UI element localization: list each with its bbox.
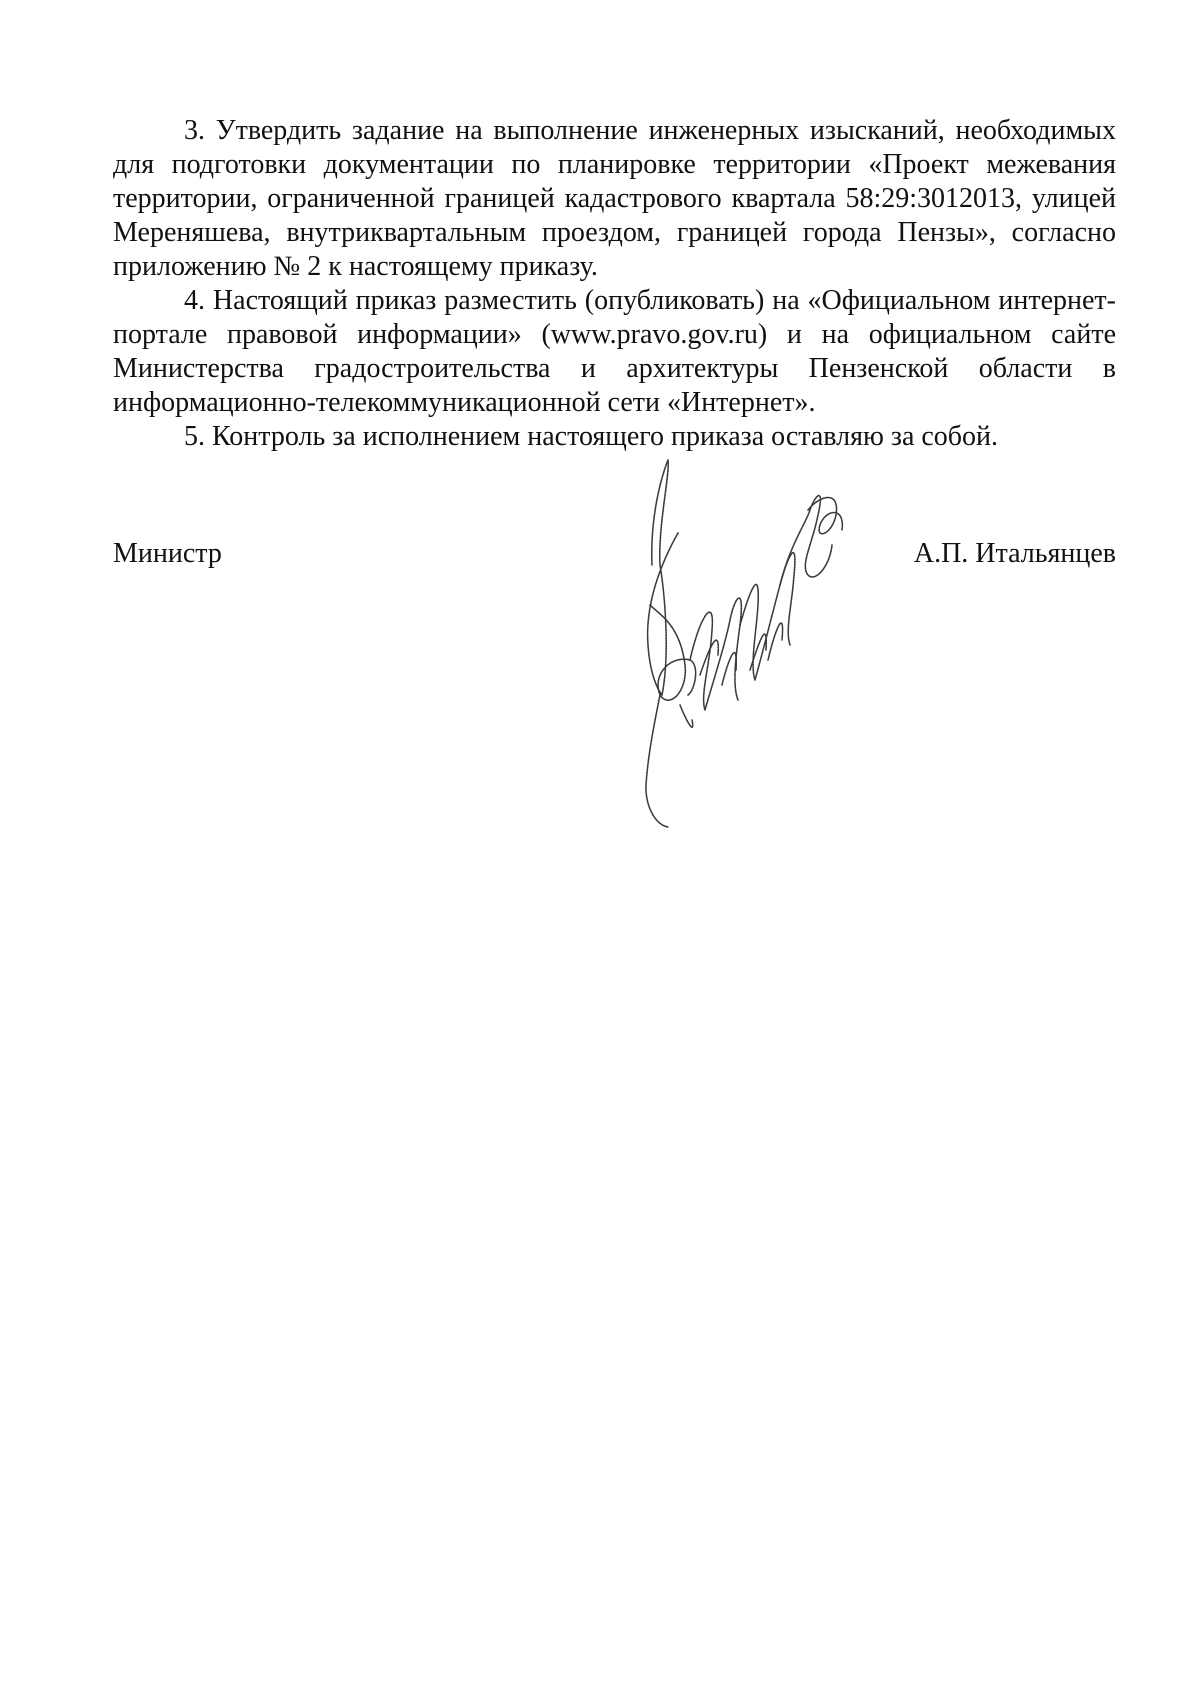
signature-strokes <box>646 460 842 827</box>
signature-drawing <box>640 455 850 835</box>
handwritten-signature <box>640 455 850 835</box>
paragraph-item-4: 4. Настоящий приказ разместить (опубликовать) на «Официальном интернет-портале правовой информации» (www.pravo.gov.ru) и на официальном сайте Министерства градостроительства и архитектуры Пензенской области в информационно-телекоммуникационной сети «Интернет». <box>113 285 1116 418</box>
signer-name: А.П. Итальянцев <box>913 538 1116 569</box>
document-body <box>113 114 1116 454</box>
signature-block <box>113 537 1116 577</box>
paragraph-item-3: 3. Утвердить задание на выполнение инженерных изысканий, необходимых для подготовки документации по планировке территории «Проект межевания территории, ограниченной границей кадастрового квартала 58:29:3012013, улицей Мереняшева, внутриквартальным проездом, границей города Пензы», согласно приложению № 2 к настоящему приказу. <box>113 115 1116 282</box>
paragraph-item-5: 5. Контроль за исполнением настоящего приказа оставляю за собой. <box>184 421 999 452</box>
signer-position: Министр <box>113 538 222 569</box>
